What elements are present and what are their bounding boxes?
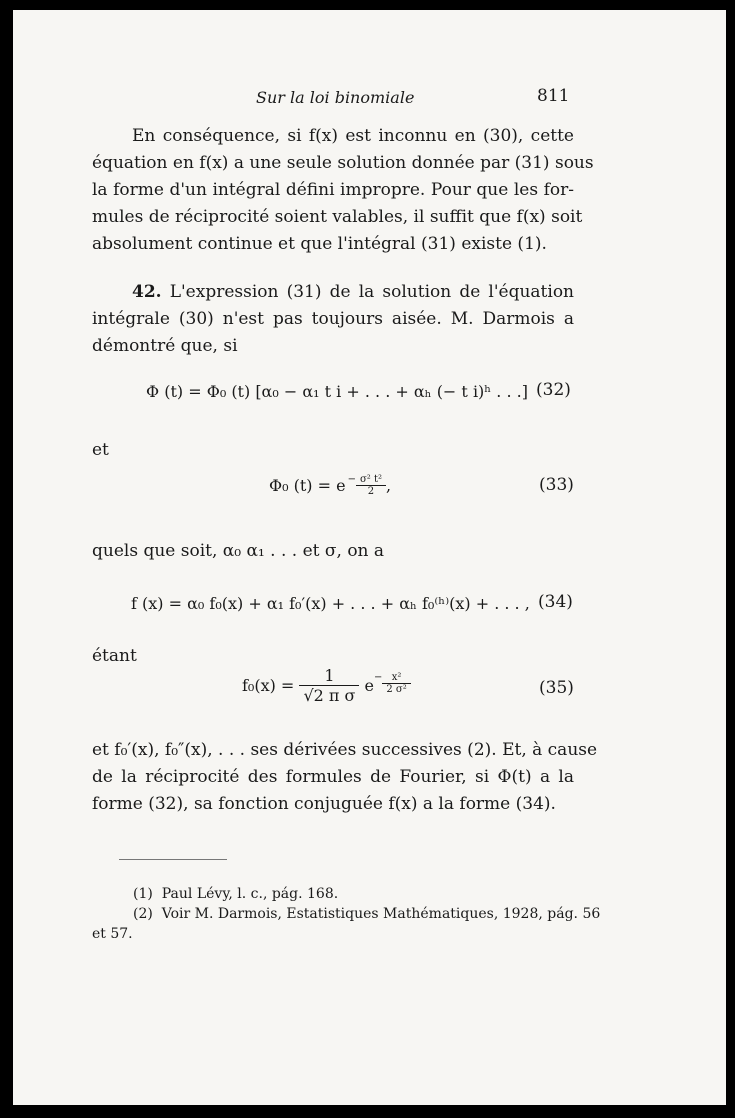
footnote-marker: (2) (133, 906, 153, 922)
equation-number-35: (35) (539, 678, 574, 698)
word-etant: étant (92, 646, 137, 666)
footnote-text: Voir M. Darmois, Estatistiques Mathématiques, 1928, pág. 56 (161, 906, 601, 922)
book-page (13, 10, 726, 1105)
equation-number-34: (34) (538, 592, 573, 612)
equation-32: Φ (t) = Φ₀ (t) [α₀ − α₁ t i + . . . + αₕ (− t i)ʰ . . .] (146, 382, 528, 401)
equation-33-exp-den: 2 (367, 486, 375, 497)
section-42 (92, 279, 574, 360)
paragraph-line: et f₀′(x), f₀″(x), . . . ses dérivées successives (2). Et, à cause (92, 740, 598, 760)
equation-35: f₀(x) = $\frac{1}{\text{√2 π σ}}$ e− $\frac{\text{x²}}{\text{2 σ²}}$ (242, 666, 411, 705)
paragraph-final (92, 737, 598, 818)
section-line-text: L'expression (31) de la solution de l'équation (169, 282, 574, 302)
paragraph-line: la forme d'un intégral défini impropre. Pour que les for- (92, 180, 574, 200)
footnote-1 (133, 886, 338, 902)
paragraph-line: de la réciprocité des formules de Fourier, si Φ(t) a la (92, 767, 574, 787)
line-quels-que-soit: quels que soit, α₀ α₁ . . . et σ, on a (92, 541, 385, 561)
equation-35-exp-num: x² (382, 672, 410, 684)
equation-35-exp-den: 2 σ² (386, 684, 407, 695)
paragraph-line (92, 279, 574, 306)
footnote-2 (133, 906, 600, 922)
section-number: 42. (132, 282, 162, 302)
footnote-2-continuation: et 57. (92, 926, 133, 942)
equation-34: f (x) = α₀ f₀(x) + α₁ f₀′(x) + . . . + αₕ f₀⁽ʰ⁾(x) + . . . , (131, 594, 530, 613)
equation-33-exp-num: σ² t² (356, 474, 386, 486)
paragraph-line: En conséquence, si f(x) est inconnu en (30), cette (132, 126, 574, 146)
equation-35-den: √2 π σ (303, 686, 356, 705)
equation-number-32: (32) (536, 380, 571, 400)
word-et: et (92, 440, 109, 460)
paragraph-line: mules de réciprocité soient valables, il suffit que f(x) soit (92, 207, 583, 227)
equation-35-num: 1 (299, 666, 359, 686)
footnote-text: Paul Lévy, l. c., pág. 168. (161, 886, 339, 902)
page-number: 811 (537, 86, 570, 106)
paragraph-line: absolument continue et que l'intégral (31) existe (1). (92, 234, 547, 254)
running-title: Sur la loi binomiale (256, 88, 415, 107)
equation-33: Φ₀ (t) = e − $\frac{\text{σ² t²}}{2}$ , (269, 474, 392, 497)
paragraph-consequence (92, 123, 594, 258)
equation-33-lhs: Φ₀ (t) = e (269, 476, 346, 495)
running-header (13, 86, 726, 110)
footnote-separator (119, 859, 227, 860)
equation-number-33: (33) (539, 475, 574, 495)
footnote-marker: (1) (133, 886, 153, 902)
equation-35-lhs: f₀(x) = (242, 676, 295, 695)
paragraph-line: démontré que, si (92, 336, 238, 356)
paragraph-line: équation en f(x) a une seule solution donnée par (31) sous (92, 153, 594, 173)
equation-33-trail: , (386, 476, 392, 495)
paragraph-line: intégrale (30) n'est pas toujours aisée. M. Darmois a (92, 309, 574, 329)
equation-35-e: e (364, 676, 374, 695)
paragraph-line: forme (32), sa fonction conjuguée f(x) a la forme (34). (92, 794, 556, 814)
